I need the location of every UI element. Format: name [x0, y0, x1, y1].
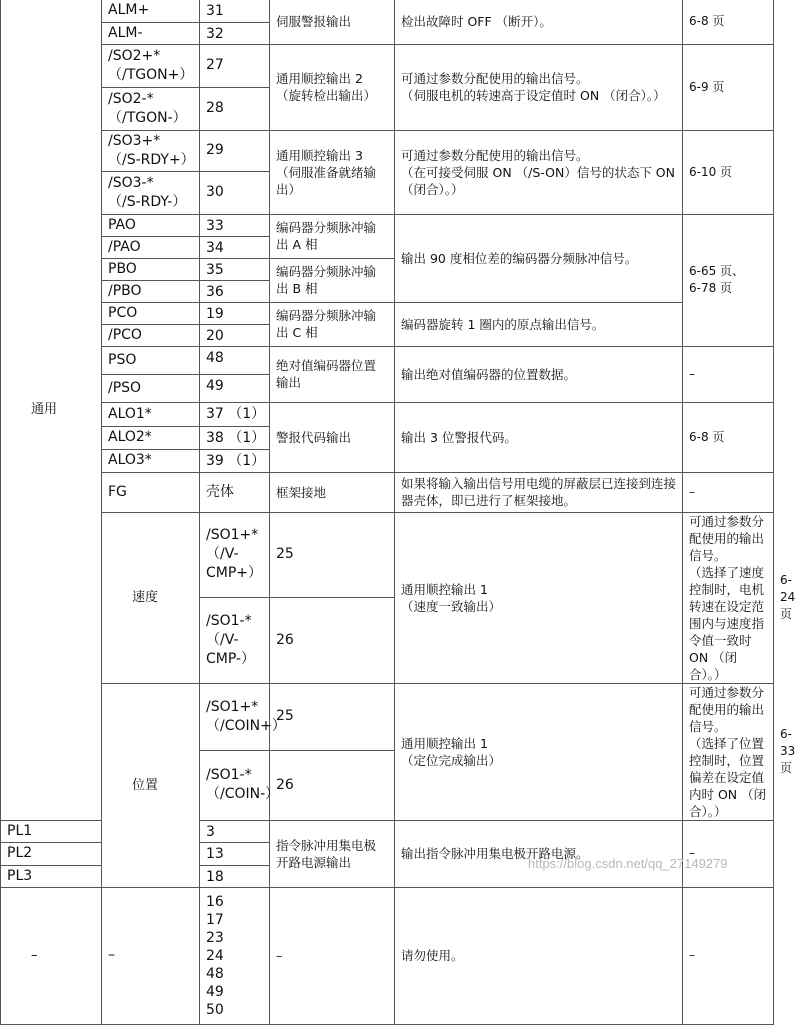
signal-line-1: /SO1+*	[206, 698, 259, 715]
signal-cell: PL2	[1, 842, 102, 865]
reference-page: –	[683, 346, 774, 402]
signal-cell: ALM-	[102, 22, 200, 44]
group-position: 位置	[102, 683, 200, 887]
signal-cell: –	[102, 887, 200, 1024]
signal-function: 输出绝对值编码器的位置数据。	[395, 346, 683, 402]
group-general: 通用	[1, 0, 102, 820]
pin-cell: 34	[200, 236, 270, 258]
func-line-2: （在可接受伺服 ON （/S-ON）信号的状态下 ON （闭合）。）	[401, 164, 675, 197]
table-row	[1, 302, 774, 324]
reference-page: 6-10 页	[683, 130, 774, 214]
func-line-1: 可通过参数分配使用的输出信号。	[689, 513, 765, 563]
table-row: 位置 /SO1+* （/COIN+） 25 通用顺控输出 1 （定位完成输出） 可通过参数分配使用的输出信号。 （选择了位置控制时，位置偏差在设定值内时 ON （闭合）。） 6-33 页	[1, 683, 774, 751]
signal-cell: PAO	[102, 214, 200, 236]
signal-name: 指令脉冲用集电极开路电源输出	[270, 820, 395, 887]
reference-page	[683, 214, 774, 346]
pin-cell: 36	[200, 280, 270, 302]
pin-number: 17	[206, 911, 224, 928]
pin-cell: 3	[200, 820, 270, 842]
reserved-pin-list	[206, 893, 263, 1019]
signal-line-1: /SO3-*	[108, 174, 154, 191]
signal-function	[683, 512, 774, 683]
func-line-2: （伺服电机的转速高于设定值时 ON （闭合）。）	[401, 88, 666, 103]
signal-name: 编码器分频脉冲输出 A 相	[270, 214, 395, 258]
table-row: 速度 /SO1+* （/V-CMP+） 25 通用顺控输出 1 （速度一致输出） 可通过参数分配使用的输出信号。 （选择了速度控制时，电机转速在设定范围内与速度指令值一致时 ON （闭合）。） 6-24 页	[1, 512, 774, 598]
pin-number: 50	[206, 1001, 224, 1018]
signal-cell: PBO	[102, 258, 200, 280]
pin-cell: 38 （1）	[200, 426, 270, 449]
signal-function: 如果将输入输出信号用电缆的屏蔽层已连接到连接器壳体，即已进行了框架接地。	[395, 472, 683, 512]
signal-line-1: /SO1-*	[206, 612, 252, 629]
func-line-1: 可通过参数分配使用的输出信号。	[689, 684, 765, 734]
signal-function: 输出 90 度相位差的编码器分频脉冲信号。	[395, 214, 683, 302]
group-speed: 速度	[102, 512, 200, 683]
signal-function: 输出 3 位警报代码。	[395, 402, 683, 472]
signal-cell: PL3	[1, 865, 102, 887]
pin-cell: 13	[200, 842, 270, 865]
pin-cell: 26	[270, 751, 395, 820]
pin-cell: 25	[270, 512, 395, 598]
name-line-2: （伺服准备就绪输出）	[276, 164, 377, 197]
name-line-1: 通用顺控输出 3	[276, 147, 363, 163]
pin-cell: 32	[200, 22, 270, 44]
signal-function	[395, 130, 683, 214]
group-reserved: –	[1, 887, 102, 1024]
reference-page: 6-8 页	[683, 0, 774, 44]
signal-cell: /PBO	[102, 280, 200, 302]
signal-cell: ALO2*	[102, 426, 200, 449]
func-line-1: 可通过参数分配使用的输出信号。	[401, 147, 589, 163]
signal-line-1: /SO3+*	[108, 132, 161, 149]
pin-number: 49	[206, 983, 224, 1000]
signal-name: 伺服警报输出	[270, 0, 395, 44]
name-line-2: （旋转检出输出）	[276, 88, 377, 103]
table-row	[1, 887, 774, 1024]
signal-name: 警报代码输出	[270, 402, 395, 472]
signal-function	[395, 44, 683, 130]
signal-cell: PCO	[102, 302, 200, 324]
signal-function	[683, 683, 774, 820]
table-row	[1, 130, 774, 171]
signal-function: 检出故障时 OFF （断开）。	[395, 0, 683, 44]
signal-cell	[200, 751, 280, 820]
signal-name: 框架接地	[270, 472, 395, 512]
pin-cell: 18	[200, 865, 270, 887]
table-row	[1, 472, 774, 512]
pin-cell: 28	[200, 87, 270, 130]
signal-line-1: /SO1-*	[206, 767, 252, 784]
signal-line-1: /SO1+*	[206, 527, 259, 544]
reference-page: 6-8 页	[683, 402, 774, 472]
pin-cell: 31	[200, 0, 270, 22]
pin-cell: 19	[200, 302, 270, 324]
signal-cell: FG	[102, 472, 200, 512]
signal-name: –	[270, 887, 395, 1024]
signal-line-2: （/COIN-）	[206, 786, 280, 803]
table-row	[1, 0, 774, 22]
reference-page: –	[683, 887, 774, 1024]
signal-line-2: （/COIN+）	[206, 717, 286, 734]
pin-cell: 37 （1）	[200, 402, 270, 426]
pin-cell: 25	[270, 683, 395, 751]
signal-cell: PSO	[102, 346, 200, 374]
signal-cell: /PAO	[102, 236, 200, 258]
signal-name	[270, 130, 395, 214]
signal-line-2: （/S-RDY+）	[108, 151, 195, 168]
reference-page: –	[683, 472, 774, 512]
signal-name	[395, 683, 683, 820]
signal-line-1: /SO2+*	[108, 47, 161, 64]
signal-cell: /PCO	[102, 324, 200, 346]
reference-page: –	[683, 820, 774, 887]
reference-page: 6-9 页	[683, 44, 774, 130]
name-line-1: 通用顺控输出 1	[401, 581, 488, 597]
signal-name: 编码器分频脉冲输出 B 相	[270, 258, 395, 302]
signal-line-2: （/V-CMP-）	[206, 631, 256, 667]
signal-cell	[102, 87, 200, 130]
signal-name	[270, 44, 395, 130]
func-line-2: （选择了速度控制时，电机转速在设定范围内与速度指令值一致时 ON （闭合）。）	[689, 564, 765, 682]
signal-cell: /PSO	[102, 374, 200, 402]
signal-cell	[102, 171, 200, 214]
signal-cell: ALO3*	[102, 449, 200, 472]
signal-cell: ALM+	[102, 0, 200, 22]
pin-cell: 35	[200, 258, 270, 280]
signal-function: 请勿使用。	[395, 887, 683, 1024]
ref-line-2: 6-78 页	[689, 281, 733, 295]
func-line-1: 可通过参数分配使用的输出信号。	[401, 71, 589, 86]
ref-line-1: 6-65 页、	[689, 264, 745, 278]
signal-cell	[200, 598, 270, 684]
signal-line-2: （/TGON-）	[108, 109, 187, 126]
signal-name: 编码器分频脉冲输出 C 相	[270, 302, 395, 346]
pin-number: 48	[206, 965, 224, 982]
signal-line-2: （/S-RDY-）	[108, 193, 187, 210]
table-row	[1, 346, 774, 374]
signal-cell: ALO1*	[102, 402, 200, 426]
signal-function: 编码器旋转 1 圈内的原点输出信号。	[395, 302, 683, 346]
table-row	[1, 44, 774, 87]
signal-line-2: （/V-CMP+）	[206, 546, 263, 582]
pin-cell	[200, 887, 270, 1024]
func-line-2: （选择了位置控制时，位置偏差在设定值内时 ON （闭合）。）	[689, 735, 767, 819]
signal-name	[395, 512, 683, 683]
name-line-1: 通用顺控输出 2	[276, 71, 363, 86]
pin-cell: 33	[200, 214, 270, 236]
pin-number: 24	[206, 947, 224, 964]
pin-cell: 26	[270, 598, 395, 684]
pin-number: 16	[206, 893, 224, 910]
pin-cell: 39 （1）	[200, 449, 270, 472]
table-row	[1, 402, 774, 426]
signal-cell	[102, 130, 200, 171]
name-line-1: 通用顺控输出 1	[401, 735, 488, 751]
table-row	[1, 214, 774, 236]
signal-cell: PL1	[1, 820, 102, 842]
signal-cell	[200, 512, 270, 598]
signal-cell	[102, 44, 200, 87]
pin-cell: 20	[200, 324, 270, 346]
pin-cell: 29	[200, 130, 270, 171]
signal-line-1: /SO2-*	[108, 90, 154, 107]
pin-number: 23	[206, 929, 224, 946]
signal-function: 输出指令脉冲用集电极开路电源。	[395, 820, 683, 887]
signal-name: 绝对值编码器位置输出	[270, 346, 395, 402]
pin-cell: 48	[200, 346, 270, 374]
pin-cell: 壳体	[200, 472, 270, 512]
watermark-text: https://blog.csdn.net/qq_27149279	[528, 856, 728, 871]
name-line-2: （速度一致输出）	[401, 598, 502, 614]
signal-line-2: （/TGON+）	[108, 66, 194, 83]
pin-cell: 49	[200, 374, 270, 402]
pin-cell: 27	[200, 44, 270, 87]
name-line-2: （定位完成输出）	[401, 752, 502, 768]
pin-cell: 30	[200, 171, 270, 214]
